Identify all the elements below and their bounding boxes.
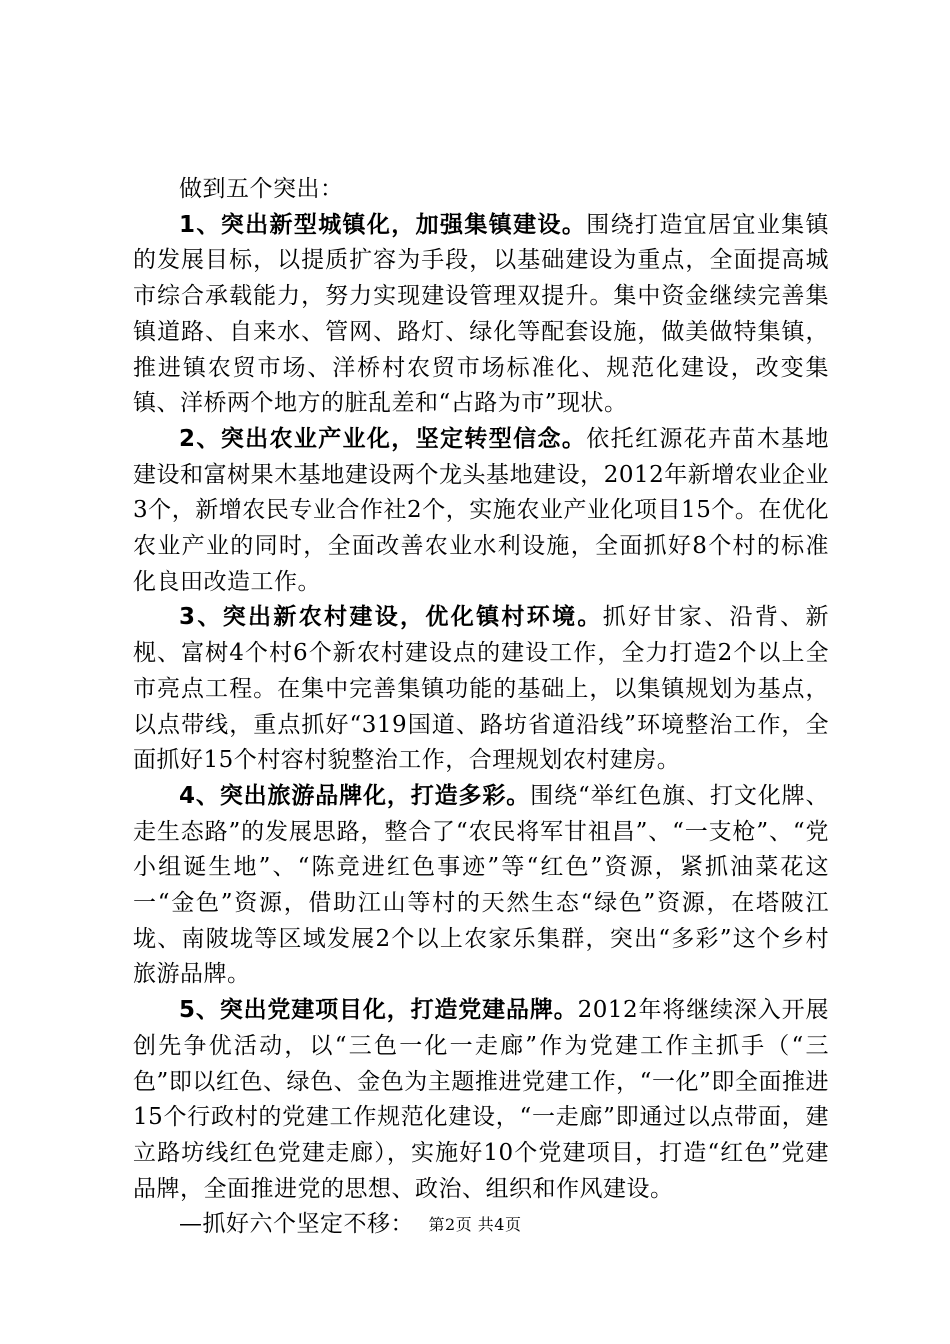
section-item-3	[133, 600, 829, 779]
document-body	[133, 172, 829, 1243]
section-item-1	[133, 208, 829, 422]
section-body-3: 抓好甘家、沿背、新枧、富树4个村6个新农村建设点的建设工作，全力打造2个以上全市亮点工程。在集中完善集镇功能的基础上，以集镇规划为基点，以点带线，重点抓好“319国道、路坊省道沿线”环境整治工作，全面抓好15个村容村貌整治工作，合理规划农村建房。	[133, 604, 829, 774]
section-body-1: 围绕打造宜居宜业集镇的发展目标，以提质扩容为手段，以基础建设为重点，全面提高城市综合承载能力，努力实现建设管理双提升。集中资金继续完善集镇道路、自来水、管网、路灯、绿化等配套设施，做美做特集镇，推进镇农贸市场、洋桥村农贸市场标准化、规范化建设，改变集镇、洋桥两个地方的脏乱差和“占路为市”现状。	[133, 211, 830, 417]
section-heading-4: 4、突出旅游品牌化，打造多彩。	[179, 782, 531, 809]
section-heading-3: 3、突出新农村建设，优化镇村环境。	[179, 604, 603, 631]
closing-paragraph: —抓好六个坚定不移：	[179, 1211, 414, 1238]
section-body-4: 围绕“举红色旗、打文化牌、走生态路”的发展思路，整合了“农民将军甘祖昌”、“一支枪”、“党小组诞生地”、“陈竞进红色事迹”等“红色”资源，紧抓油菜花这一“金色”资源，借助江山等村的天然生态“绿色”资源，在塔陂江垅、南陂垅等区域发展2个以上农家乐集群，突出“多彩”这个乡村旅游品牌。	[133, 782, 829, 988]
page-number-footer: 第2页 共4页	[428, 1215, 522, 1234]
section-body-2: 依托红源花卉苗木基地建设和富树果木基地建设两个龙头基地建设，2012年新增农业企业3个，新增农民专业合作社2个，实施农业产业化项目15个。在优化农业产业的同时，全面改善农业水利设施，全面抓好8个村的标准化良田改造工作。	[133, 425, 830, 595]
section-body-5: 2012年将继续深入开展创先争优活动，以“三色一化一走廊”作为党建工作主抓手（“三色”即以红色、绿色、金色为主题推进党建工作，“一化”即全面推进15个行政村的党建工作规范化建设，“一走廊”即通过以点带面，建立路坊线红色党建走廊），实施好10个党建项目，打造“红色”党建品牌，全面推进党的思想、政治、组织和作风建设。	[133, 997, 829, 1202]
section-heading-2: 2、突出农业产业化，坚定转型信念。	[179, 425, 587, 452]
section-item-4	[133, 779, 829, 993]
intro-paragraph: 做到五个突出：	[179, 176, 344, 202]
section-item-2	[133, 422, 829, 601]
section-item-5	[133, 993, 829, 1207]
section-heading-5: 5、突出党建项目化，打造党建品牌。	[179, 997, 578, 1024]
section-heading-1: 1、突出新型城镇化，加强集镇建设。	[179, 211, 587, 238]
